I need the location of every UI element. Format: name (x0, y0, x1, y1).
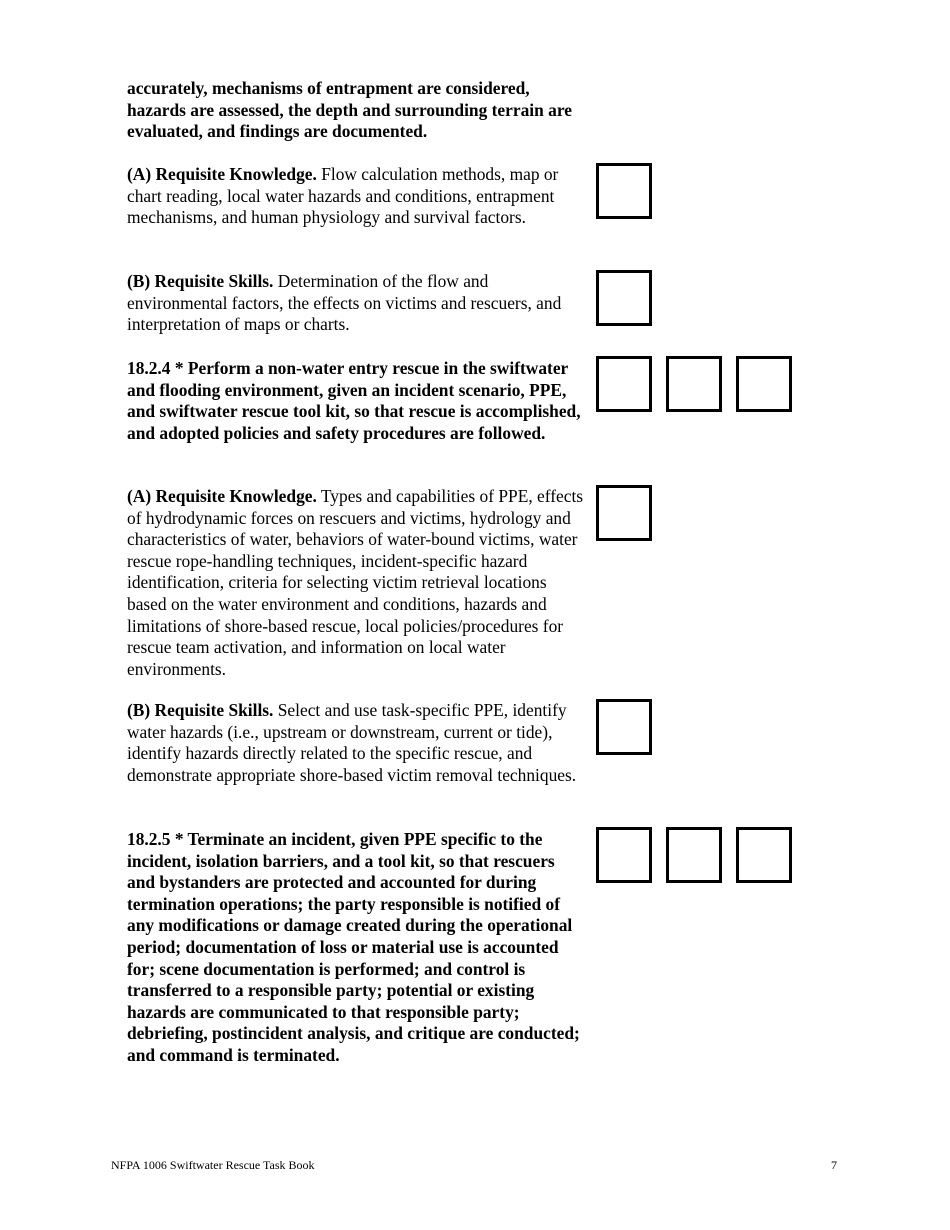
requisite-skills-1 (127, 271, 587, 336)
jpr-continuation-text: accurately, mechanisms of entrapment are considered, hazards are assessed, the depth and surrounding terrain are evaluated, and findings are documented. (127, 78, 572, 142)
requisite-knowledge-1-text: Flow calculation methods, map or chart reading, local water hazards and conditions, entrapment mechanisms, and human physiology and survival factors. (127, 164, 559, 228)
footer-page-number: 7 (831, 1158, 837, 1172)
checkbox-18-2-5-2[interactable] (666, 827, 722, 883)
jpr-18-2-4-text: 18.2.4 * Perform a non-water entry rescue in the swiftwater and flooding environment, given an incident scenario, PPE, and swiftwater rescue tool kit, so that rescue is accomplished, and adopted policies and safety procedures are followed. (127, 358, 581, 443)
requisite-knowledge-1-label: (A) Requisite Knowledge. (127, 164, 317, 184)
requisite-skills-1-label: (B) Requisite Skills. (127, 271, 274, 291)
requisite-skills-1-text: Determination of the flow and environmental factors, the effects on victims and rescuers, and interpretation of maps or charts. (127, 271, 562, 335)
checkbox-18-2-4-2[interactable] (666, 356, 722, 412)
checkbox-18-2-5-1[interactable] (596, 827, 652, 883)
requisite-knowledge-2 (127, 486, 587, 680)
checkbox-18-2-4-1[interactable] (596, 356, 652, 412)
requisite-knowledge-1 (127, 164, 587, 229)
requisite-skills-2-text: Select and use task-specific PPE, identify water hazards (i.e., upstream or downstream, current or tide), identify hazards directly related to the specific rescue, and demonstrate appropriate shore-based victim removal techniques. (127, 700, 577, 785)
footer-document-title: NFPA 1006 Swiftwater Rescue Task Book (111, 1158, 315, 1172)
checkbox-requisite-skills-2[interactable] (596, 699, 652, 755)
requisite-skills-2 (127, 700, 587, 786)
checkbox-18-2-5-3[interactable] (736, 827, 792, 883)
checkbox-requisite-knowledge-2[interactable] (596, 485, 652, 541)
requisite-knowledge-2-label: (A) Requisite Knowledge. (127, 486, 317, 506)
checkbox-requisite-knowledge-1[interactable] (596, 163, 652, 219)
checkbox-requisite-skills-1[interactable] (596, 270, 652, 326)
requisite-skills-2-label: (B) Requisite Skills. (127, 700, 274, 720)
requisite-knowledge-2-text: Types and capabilities of PPE, effects of hydrodynamic forces on rescuers and victims, hydrology and characteristics of water, behaviors of water-bound victims, water rescue rope-handling techniques, incident-specific hazard identification, criteria for selecting victim retrieval locations based on the water environment and conditions, hazards and limitations of shore-based rescue, local policies/procedures for rescue team activation, and information on local water environments. (127, 486, 584, 679)
checkbox-18-2-4-3[interactable] (736, 356, 792, 412)
jpr-18-2-5-text: 18.2.5 * Terminate an incident, given PPE specific to the incident, isolation barriers, and a tool kit, so that rescuers and bystanders are protected and accounted for during termination operations; the party responsible is notified of any modifications or damage created during the operational period; documentation of loss or material use is accounted for; scene documentation is performed; and control is transferred to a responsible party; potential or existing hazards are communicated to that responsible party; debriefing, postincident analysis, and critique are conducted; and command is terminated. (127, 829, 580, 1065)
